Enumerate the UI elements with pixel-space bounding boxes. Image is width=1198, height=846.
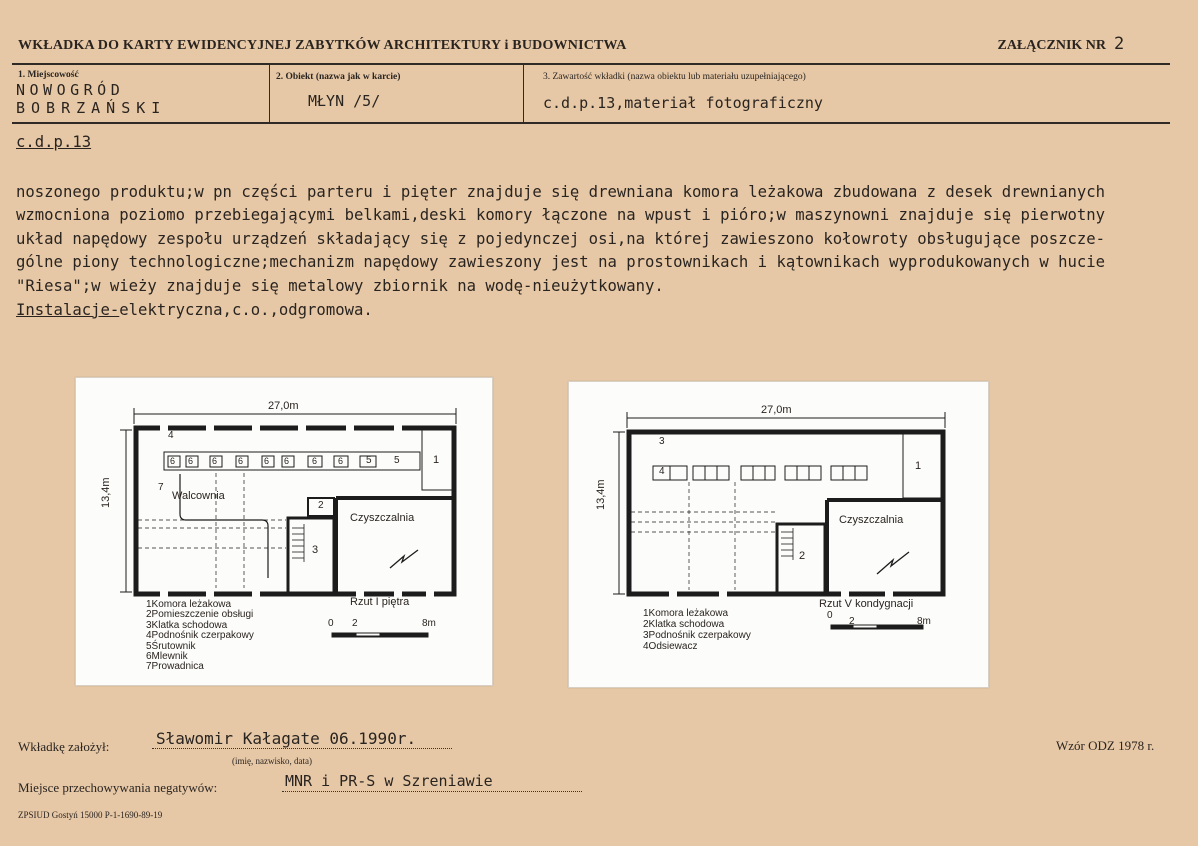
room-number-3: 3: [659, 436, 665, 447]
founder-value: Sławomir Kałagate 06.1990r.: [156, 729, 417, 748]
room-number-2: 2: [318, 500, 324, 511]
print-info: ZPSIUD Gostyń 15000 P-1-1690-89-19: [18, 810, 163, 820]
machine-label: 6: [264, 456, 270, 466]
installations-value: elektryczna,c.o.,odgromowa.: [119, 300, 373, 319]
installations-line: [16, 299, 1105, 323]
legend-item: 1Komora leżakowa: [146, 599, 232, 610]
legend-item: 4Odsiewacz: [643, 641, 698, 652]
building-walls: [136, 428, 454, 594]
legend-item: 3Klatka schodowa: [146, 619, 228, 631]
scale-label: 0: [827, 610, 833, 621]
machine-label: 5: [394, 455, 400, 466]
machine-label: 6: [188, 456, 194, 466]
fields-divider: [12, 122, 1170, 124]
body-heading: c.d.p.13: [16, 133, 92, 151]
storage-label: Miejsce przechowywania negatywów:: [18, 780, 218, 795]
room-number-4: 4: [659, 466, 665, 477]
content-label: 3. Zawartość wkładki (nazwa obiektu lub materiału uzupełniającego): [543, 72, 806, 82]
attachment-label: ZAŁĄCZNIK NR: [997, 38, 1106, 53]
body-line: noszonego produktu;w pn części parteru i pięter znajduje się drewniana komora leżakowa zbudowana z desek drewnianych: [16, 182, 1106, 201]
form-title: WKŁADKA DO KARTY EWIDENCYJNEJ ZABYTKÓW ARCHITEKTURY i BUDOWNICTWA: [18, 38, 627, 53]
scale-label: 0: [328, 618, 334, 629]
body-line: układ napędowy zespołu urządzeń składający się z pojedynczej osi,na której zawieszono kołowroty obsługujące poszcze-: [16, 229, 1106, 248]
content-value: c.d.p.13,materiał fotograficzny: [543, 94, 823, 112]
legend-item: 5Śrutownik: [146, 640, 196, 652]
attachment-number: 2: [1114, 34, 1125, 54]
plan-legend: [643, 608, 751, 652]
machine-label: 6: [212, 456, 218, 466]
plan-title: Rzut I piętra: [350, 596, 410, 608]
installations-label: Instalacje-: [16, 300, 120, 319]
body-line: wzmocniona poziomo przebiegającymi belkami,deski komory łączone na wpust i pióro;w maszynowni znajduje się pierwotny: [16, 206, 1106, 225]
locality-label: 1. Miejscowość: [18, 70, 79, 80]
legend-item: 6Mlewnik: [146, 651, 188, 663]
field-separator: [269, 64, 270, 122]
legend-item: 7Prowadnica: [146, 661, 204, 673]
floor-plan-photo-1: [75, 377, 493, 686]
plan-title: Rzut V kondygnacji: [819, 598, 914, 610]
room-number-1: 1: [915, 460, 922, 472]
room-number-3: 3: [312, 544, 319, 556]
scale-label: 8m: [422, 618, 436, 629]
chamber-1: [903, 434, 941, 498]
height-dimension-label: 13,4m: [595, 479, 607, 510]
room-number-2: 2: [799, 550, 806, 562]
legend-item: 1Komora leżakowa: [643, 608, 729, 619]
building-walls: [629, 432, 943, 594]
room-number-4: 4: [168, 430, 174, 441]
storage-dotted-line: [282, 791, 582, 792]
header-divider: [12, 63, 1170, 65]
body-text: [16, 157, 1105, 346]
floor-plan-drawing-1: [76, 378, 492, 685]
field-separator: [523, 64, 524, 122]
machine-label: 6: [338, 456, 344, 466]
locality-value-line2: BOBRZAŃSKI: [16, 99, 167, 117]
legend-item: 3Podnośnik czerpakowy: [643, 630, 751, 641]
scale-label: 8m: [917, 616, 931, 627]
object-value: MŁYN /5/: [308, 92, 381, 110]
floor-plan-photo-2: [568, 381, 989, 688]
machine-label: 6: [170, 456, 176, 466]
room-czyszczalnia: Czyszczalnia: [350, 512, 415, 524]
founder-dotted-line: [152, 748, 452, 749]
legend-item: 2Pomieszczenie obsługi: [146, 609, 254, 621]
height-dimension-label: 13,4m: [100, 477, 112, 508]
plan-legend: [146, 600, 254, 673]
body-line: gólne piony technologiczne;mechanizm napędowy zawieszony jest na prostownikach i kątownikach wyprodukowanych w hucie: [16, 253, 1106, 272]
founder-hint: (imię, nazwisko, data): [232, 756, 312, 766]
founder-label: Wkładkę założył:: [18, 739, 110, 754]
form-model: Wzór ODZ 1978 r.: [1056, 738, 1155, 753]
scale-label: 2: [849, 616, 855, 627]
machine-label: 5: [366, 455, 372, 466]
legend-item: 4Podnośnik czerpakowy: [146, 630, 254, 642]
scale-label: 2: [352, 618, 358, 629]
room-walcownia: Walcownia: [172, 490, 225, 502]
body-line: "Riesa";w wieży znajduje się metalowy zbiornik na wodę-nieużytkowany.: [16, 276, 664, 295]
machine-label: 6: [238, 456, 244, 466]
width-dimension-label: 27,0m: [268, 400, 299, 412]
machine-label: 6: [312, 456, 318, 466]
floor-plan-drawing-2: [569, 382, 988, 687]
room-number-7: 7: [158, 482, 164, 493]
room-czyszczalnia: Czyszczalnia: [839, 514, 904, 526]
room-number-1: 1: [433, 454, 440, 466]
machine-label: 6: [284, 456, 290, 466]
storage-value: MNR i PR-S w Szreniawie: [285, 772, 493, 790]
legend-item: 2Klatka schodowa: [643, 619, 725, 630]
object-label: 2. Obiekt (nazwa jak w karcie): [276, 72, 401, 82]
width-dimension-label: 27,0m: [761, 404, 792, 416]
locality-value-line1: NOWOGRÓD: [16, 81, 125, 99]
